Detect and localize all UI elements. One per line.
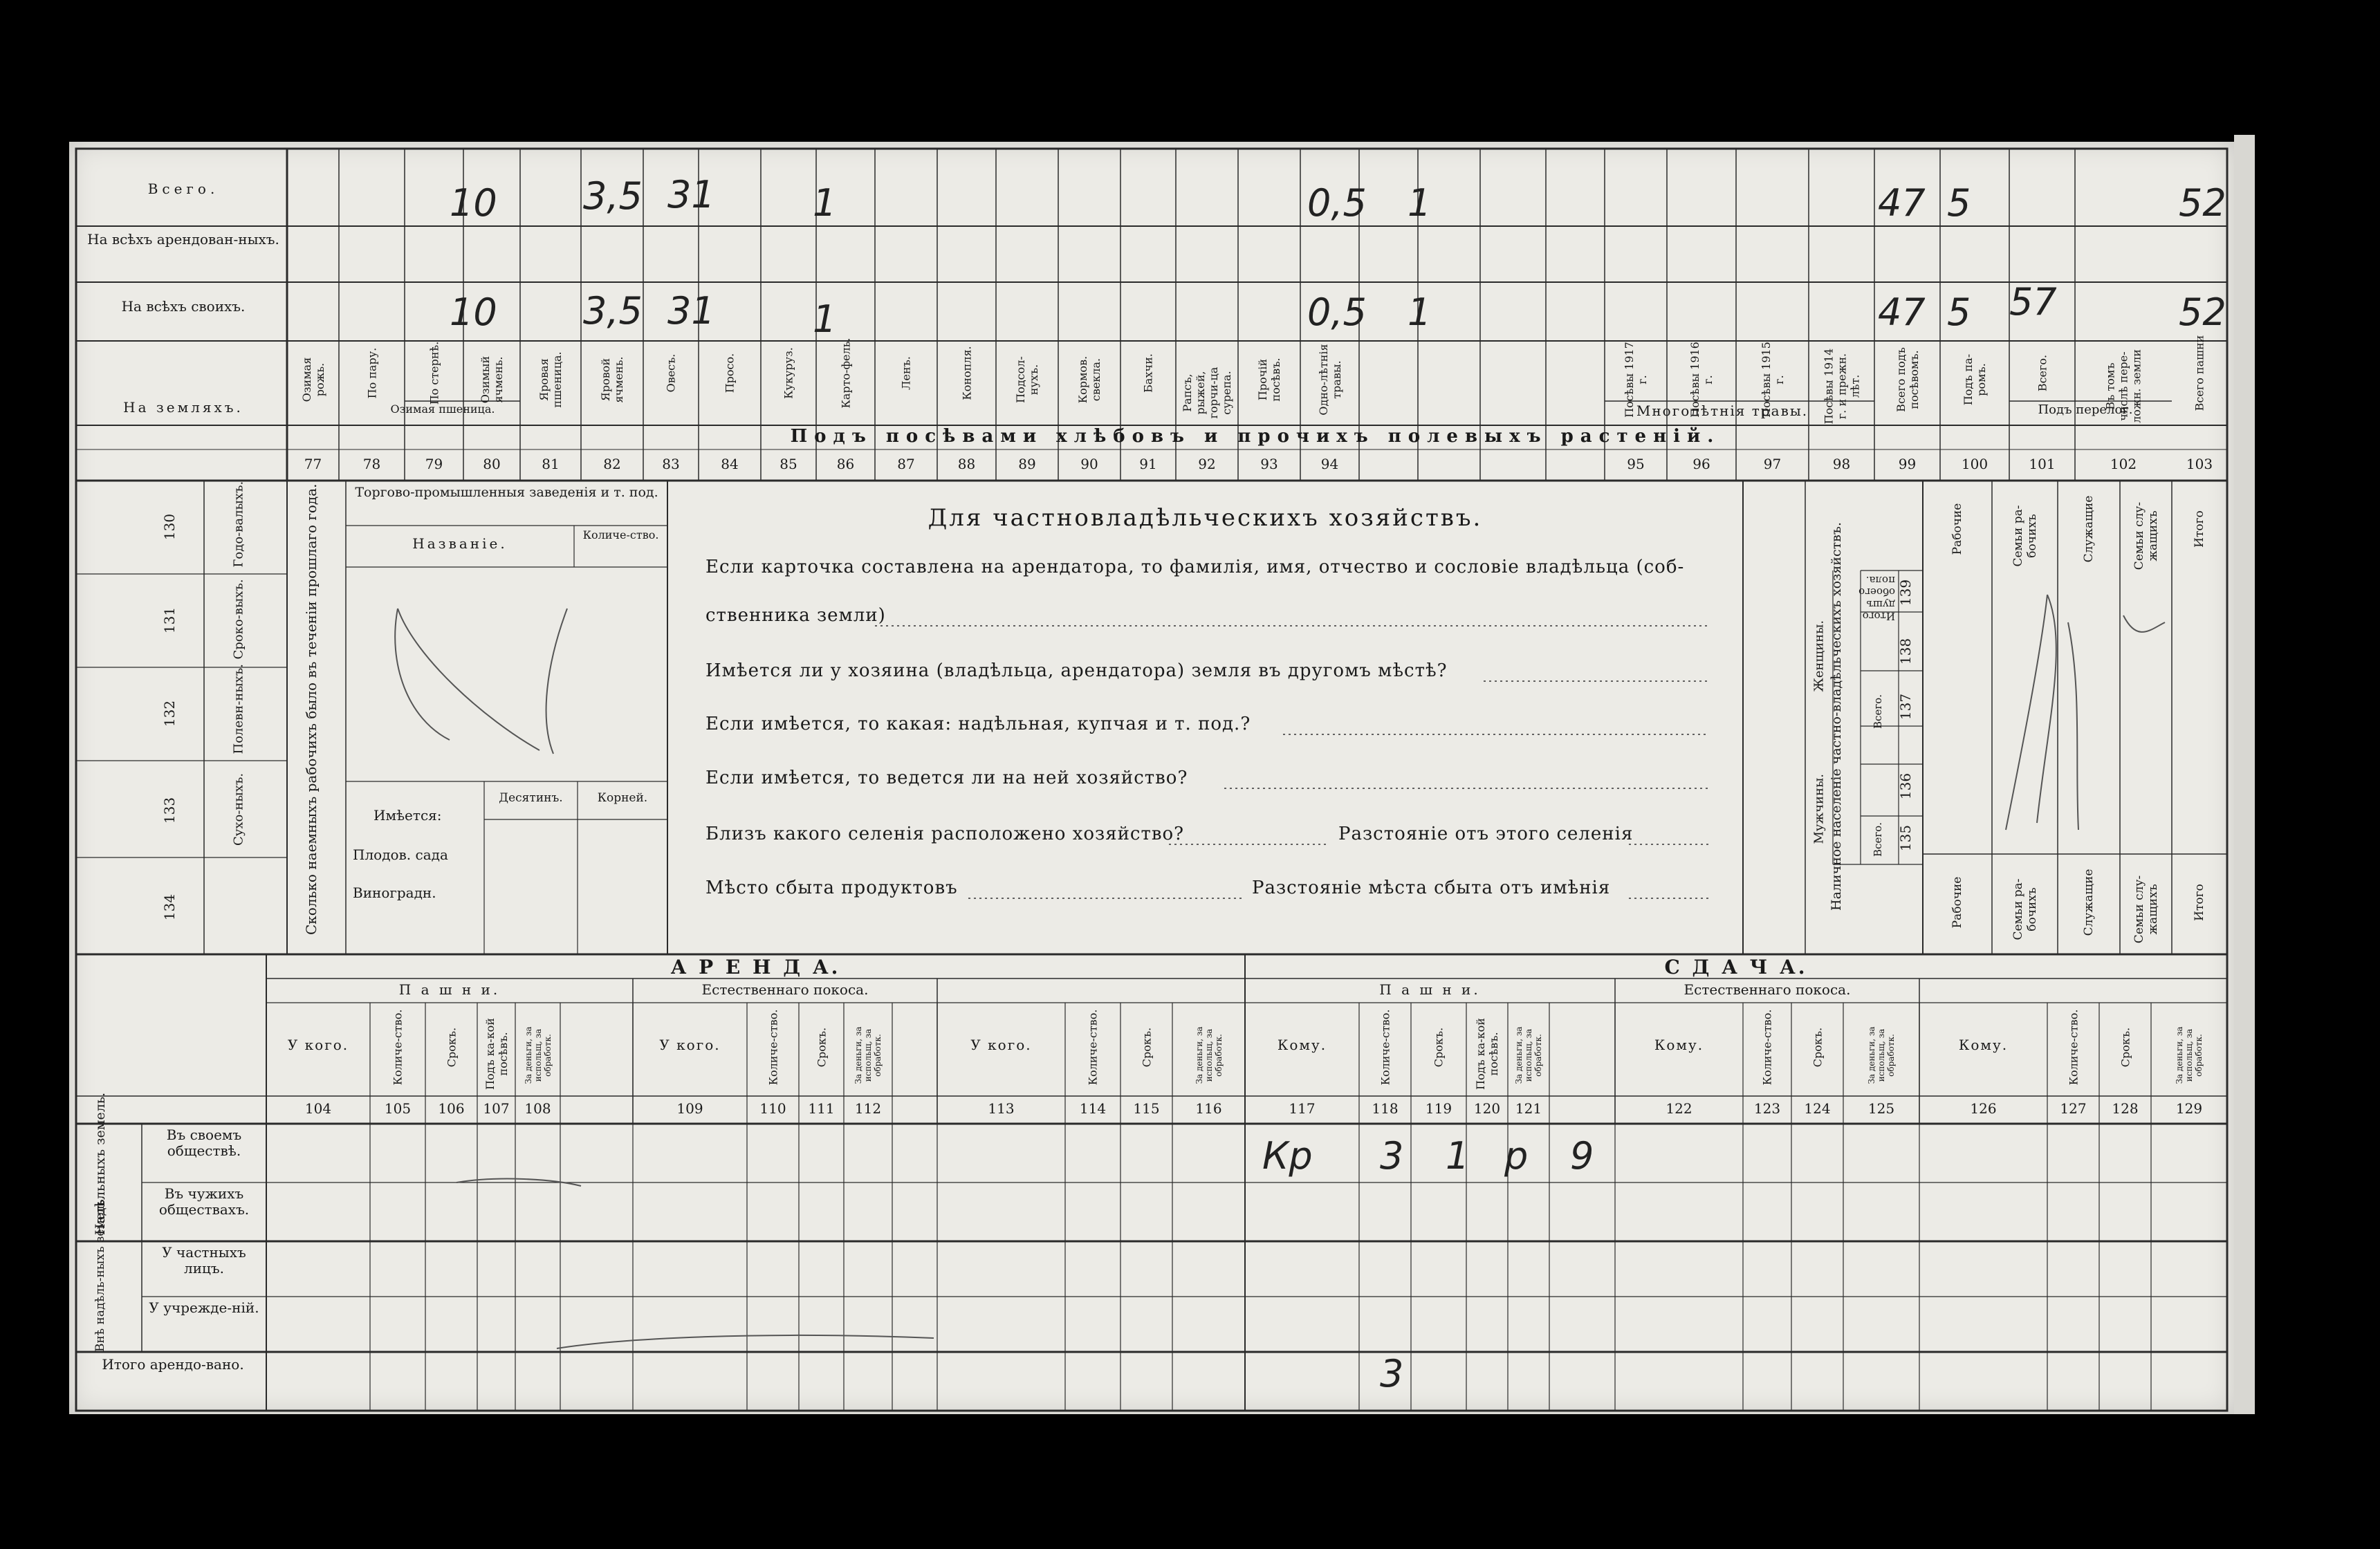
col-header-80: Озимый ячмень. [479,355,505,404]
col-number-85: 85 [780,456,797,472]
row-label-rented: На всѣхъ арендован-ныхъ. [87,231,279,248]
col-header-95: Посѣвы 1917 г. [1623,342,1649,418]
col-number-98: 98 [1832,456,1851,472]
livestock-num-134: 134 [161,893,178,921]
hw-row1-fallow: 5 [1947,181,1971,225]
livestock-num-133: 133 [161,797,178,824]
col-header-88: Конопля. [960,346,973,400]
bottom-col-header-124: Срокъ. [1811,1027,1824,1068]
bottom-col-header-114: Количе-ство. [1086,1009,1100,1086]
bottom-col-number-105: 105 [384,1100,412,1117]
bottom-col-number-119: 119 [1425,1100,1452,1117]
col-header-85: Кукуруз. [782,347,795,399]
col-header-81: Яровая пшеница. [537,351,564,408]
col-number-96: 96 [1692,456,1710,472]
bottom-col-header-119: Срокъ. [1432,1027,1446,1068]
hw-row3-arable: 52 [2179,290,2226,334]
hw-row1-barley: 31 [667,173,715,216]
bottom-col-header-121: За деньги, за испольщ, за обработк. [1514,1026,1543,1084]
livestock-label-2: Сроко-выхъ. [231,579,246,660]
col-header-102: Въ томъ числѣ пере-ложн. земли [2103,349,2143,423]
col-number-78: 78 [362,456,381,472]
sub-header-wheat: Озимая пшеница. [390,402,495,416]
group-non-allotment: Внѣ надѣль-ныхъ земель. [93,1195,107,1352]
bottom-col-number-121: 121 [1515,1100,1542,1117]
bottom-col-number-126: 126 [1970,1100,1997,1117]
col-number-99: 99 [1898,456,1917,472]
has-label: Имѣется: [373,807,442,824]
col-number-82: 82 [603,456,621,472]
row-own-society: Въ своемъ обществѣ. [166,1126,242,1159]
bottom-col-header-122: Кому. [1654,1037,1704,1053]
bottom-col-number-125: 125 [1867,1100,1895,1117]
bottom-col-number-104: 104 [304,1100,332,1117]
private-line-9: Разстояніе мѣста сбыта отъ имѣнія [1252,878,1611,898]
bottom-col-header-118: Количе-ство. [1378,1009,1392,1086]
col-number-90: 90 [1080,456,1098,472]
sub-header-grass: Многолѣтнія травы. [1636,402,1809,419]
right-col-bottom-4: Итого [2193,884,2206,921]
bottom-col-header-127: Количе-ство. [2067,1009,2080,1086]
bottom-col-number-107: 107 [483,1100,510,1117]
livestock-num-131: 131 [161,606,178,634]
col-header-87: Ленъ. [899,356,913,390]
row-institutions: У учрежде-ній. [149,1299,259,1316]
hw-row1-spring-wheat: 3,5 [583,174,643,218]
bottom-col-number-112: 112 [854,1100,882,1117]
right-col-top-0: Рабочие [1950,503,1964,555]
population-main-label: Наличное населеніе частно-владѣльческихъ хозяйствъ. [1829,522,1844,911]
bottom-col-header-129: За деньги, за испольщ, за обработк. [2175,1026,2204,1084]
col-number-97: 97 [1763,456,1782,472]
col-number-79: 79 [425,456,443,472]
trade-qty-col: Количе-ство. [582,528,659,541]
pop-num-136: 136 [1897,772,1914,800]
population-men: Мужчины. [1811,773,1827,844]
bottom-col-number-110: 110 [759,1100,786,1117]
hw-total-qty: 3 [1380,1352,1404,1395]
pop-num-135: 135 [1897,824,1914,852]
col-header-101: Всего. [2036,354,2049,392]
bottom-col-header-115: Срокъ. [1140,1027,1153,1068]
row-label-lands: На земляхъ. [123,399,243,416]
col-header-97: Посѣвы 1915 г. [1759,342,1786,418]
bottom-col-number-109: 109 [676,1100,703,1117]
hw-sdacha-qty: 3 [1380,1134,1404,1178]
hw-row1-rapeseed: 1 [1408,181,1432,225]
col-number-93: 93 [1260,456,1278,472]
bottom-col-number-123: 123 [1753,1100,1781,1117]
hw-row3-rapeseed: 1 [1408,290,1432,334]
hw-sdacha-term: 1 [1446,1134,1470,1178]
hw-row3-melons: 0,5 [1307,290,1367,334]
col-number-89: 89 [1018,456,1036,472]
livestock-num-132: 132 [161,700,178,727]
hw-row1-melons: 0,5 [1307,181,1367,225]
private-line-5: Если имѣется, то ведется ли на ней хозяйство? [705,768,1188,788]
hw-sdacha-whom: Кр [1262,1134,1313,1178]
bottom-col-number-113: 113 [988,1100,1015,1117]
bottom-col-number-122: 122 [1666,1100,1692,1117]
livestock-num-130: 130 [161,513,178,541]
col-header-79: По стернѣ. [427,341,441,405]
bottom-col-number-108: 108 [524,1100,551,1117]
col-number-103: 103 [2186,456,2213,472]
pop-num-137: 137 [1897,693,1914,721]
bottom-col-number-117: 117 [1289,1100,1316,1117]
hw-row1-wheat: 10 [450,181,497,225]
pop-women-all: Всего. [1872,694,1884,729]
col-header-89: Подсол-нухъ. [1014,356,1040,403]
bottom-col-header-110: Количе-ство. [766,1009,780,1086]
livestock-label-1: Годо-валыхъ. [231,481,246,568]
bottom-col-number-128: 128 [2112,1100,2139,1117]
hw-row1-arable: 52 [2179,181,2226,225]
col-number-100: 100 [1961,456,1989,472]
private-line-4: Если имѣется, то какая: надѣльная, купчая и т. под.? [705,714,1251,734]
col-number-102: 102 [2110,456,2137,472]
bottom-col-number-129: 129 [2175,1100,2203,1117]
col-number-94: 94 [1320,456,1339,472]
col-number-77: 77 [304,456,322,472]
right-col-bottom-1: Семьи ра-бочихъ [2011,878,2039,940]
row-label-own: На всѣхъ своихъ. [121,298,246,315]
hw-row3-spring-wheat: 3,5 [583,289,643,333]
col-header-93: Прочій посѣвъ. [1256,358,1282,402]
livestock-label-4: Сухо-ныхъ. [231,772,246,846]
dessiatin-col: Десятинъ. [499,791,563,805]
bottom-col-header-112: За деньги, за испольщ, за обработк. [854,1026,883,1084]
bottom-col-header-126: Кому. [1958,1037,2009,1053]
right-col-top-3: Семьи слу-жащихъ [2132,501,2160,571]
sdacha-pashni: П а ш н и. [1379,981,1481,998]
private-line-8: Мѣсто сбыта продуктовъ [705,878,958,898]
private-line-2: ственника земли) [705,605,886,626]
vineyards-label: Виноградн. [353,884,436,901]
sub-header-fallow: Подъ перелог. [2038,402,2133,417]
hw-row3-barley: 31 [667,289,715,333]
right-col-bottom-3: Семьи слу-жащихъ [2132,875,2160,944]
col-header-84: Просо. [723,353,737,393]
bottom-col-header-106: Срокъ. [445,1027,458,1068]
bottom-col-header-117: Кому. [1277,1037,1327,1053]
col-number-83: 83 [662,456,680,472]
bottom-col-header-113: У кого. [970,1037,1032,1053]
bottom-col-header-107: Подъ ка-кой посѣвъ. [483,1018,510,1090]
col-header-83: Овесъ. [664,353,678,393]
pop-num-138: 138 [1897,638,1914,665]
pop-men-all: Всего. [1872,822,1884,857]
bottom-col-number-120: 120 [1473,1100,1501,1117]
col-header-78: По пару. [365,347,378,399]
col-header-92: Рапсъ, рыжей, горчи-ца сурепа. [1181,367,1233,419]
bottom-col-number-115: 115 [1133,1100,1160,1117]
trade-title: Торгово-промышленныя заведенія и т. под. [355,485,658,500]
arenda-pokos: Естественнаго покоса. [701,981,869,998]
col-number-86: 86 [836,456,855,472]
bottom-col-number-116: 116 [1195,1100,1222,1117]
hw-row3-fallow-total: 57 [2009,280,2057,324]
bottom-col-header-109: У кого. [659,1037,721,1053]
pop-num-139: 139 [1897,579,1914,606]
col-number-88: 88 [957,456,976,472]
right-col-top-2: Служащие [2082,495,2096,563]
bottom-col-header-125: За деньги, за испольщ, за обработк. [1867,1026,1896,1084]
bottom-col-number-114: 114 [1079,1100,1107,1117]
row-private-persons: У частныхъ лицъ. [162,1244,246,1277]
trade-name-col: Названіе. [412,535,508,552]
hw-row1-millet: 1 [813,181,837,225]
bottom-col-number-127: 127 [2060,1100,2087,1117]
col-header-99: Всего подъ посѣвомъ. [1894,347,1921,412]
row-total-rented: Итого арендо-вано. [102,1356,244,1373]
row-label-total: Всего. [147,180,219,197]
right-col-bottom-0: Рабочие [1950,876,1964,929]
private-line-6: Близъ какого селенія расположено хозяйство? [705,824,1185,844]
bottom-col-number-111: 111 [808,1100,835,1117]
col-header-86: Карто-фель. [839,337,852,409]
hw-row3-total-sown: 47 [1878,290,1926,334]
col-number-101: 101 [2029,456,2056,472]
col-number-80: 80 [483,456,501,472]
right-col-top-4: Итого [2193,510,2206,548]
col-header-77: Озимая рожь. [299,357,326,402]
private-line-1: Если карточка составлена на арендатора, то фамилія, имя, отчество и сословіе владѣльца (соб- [705,557,1685,577]
private-line-7: Разстояніе отъ этого селенія [1338,824,1634,844]
right-col-bottom-2: Служащие [2082,869,2096,936]
livestock-label-3: Полевн-ныхъ. [231,664,246,754]
hw-sdacha-payment: 9 [1570,1134,1594,1178]
bottom-col-header-104: У кого. [287,1037,349,1053]
row-other-society: Въ чужихъ обществахъ. [158,1185,250,1218]
hired-workers-label: Сколько наемныхъ рабочихъ было въ теченіи прошлаго года. [303,483,320,935]
bottom-col-number-106: 106 [438,1100,465,1117]
col-number-92: 92 [1198,456,1216,472]
group-allotment: Надѣльныхъ земель. [93,1092,108,1235]
hw-row3-wheat: 10 [450,290,497,334]
col-header-94: Одно-лѣтнія травы. [1316,344,1343,416]
population-total-both: Итого душъ обоего пола. [1858,574,1895,622]
col-number-84: 84 [721,456,739,472]
bottom-col-header-105: Количе-ство. [391,1009,405,1086]
bottom-col-header-120: Подъ ка-кой посѣвъ. [1474,1018,1500,1090]
roots-col: Корней. [597,791,648,805]
sdacha-title: С Д А Ч А. [1664,956,1808,978]
bottom-col-header-128: Срокъ. [2119,1027,2132,1068]
col-number-91: 91 [1139,456,1157,472]
col-header-90: Кормов. свекла. [1076,355,1103,404]
right-col-top-1: Семьи ра-бочихъ [2011,505,2039,567]
col-number-95: 95 [1627,456,1645,472]
bottom-col-header-123: Количе-ство. [1760,1009,1774,1086]
col-header-103: Всего пашни [2193,335,2206,411]
col-header-98: Посѣвы 1914 г. и прежн. лѣт. [1822,348,1861,425]
bottom-col-number-124: 124 [1804,1100,1831,1117]
col-number-81: 81 [542,456,560,472]
private-title: Для частновладѣльческихъ хозяйствъ. [928,504,1483,532]
hw-row3-millet: 1 [813,297,837,341]
hw-row3-fallow: 5 [1947,290,1971,334]
bottom-col-header-108: За деньги, за испольщ, за обработк. [523,1026,553,1084]
col-header-82: Яровой ячмень. [599,356,625,403]
arenda-pashni: П а ш н и. [398,981,501,998]
bottom-col-header-111: Срокъ. [815,1027,828,1068]
col-header-96: Посѣвы 1916 г. [1688,342,1715,418]
population-women: Женщины. [1811,620,1827,692]
banner: Подъ посѣвами хлѣбовъ и прочихъ полевыхъ растеній. [790,426,1721,447]
sdacha-pokos: Естественнаго покоса. [1683,981,1851,998]
private-line-3: Имѣется ли у хозяина (владѣльца, арендатора) земля въ другомъ мѣстѣ? [705,660,1448,681]
hw-sdacha-crop: р [1504,1134,1529,1178]
bottom-col-header-116: За деньги, за испольщ, за обработк. [1194,1026,1224,1084]
bottom-col-number-118: 118 [1372,1100,1399,1117]
col-header-91: Бахчи. [1141,353,1155,393]
hw-row1-total-sown: 47 [1878,181,1926,225]
arenda-title: А Р Е Н Д А. [670,956,841,978]
orchards-label: Плодов. сада [353,846,448,863]
col-header-100: Подъ па-ромъ. [1962,353,1988,406]
col-number-87: 87 [897,456,915,472]
